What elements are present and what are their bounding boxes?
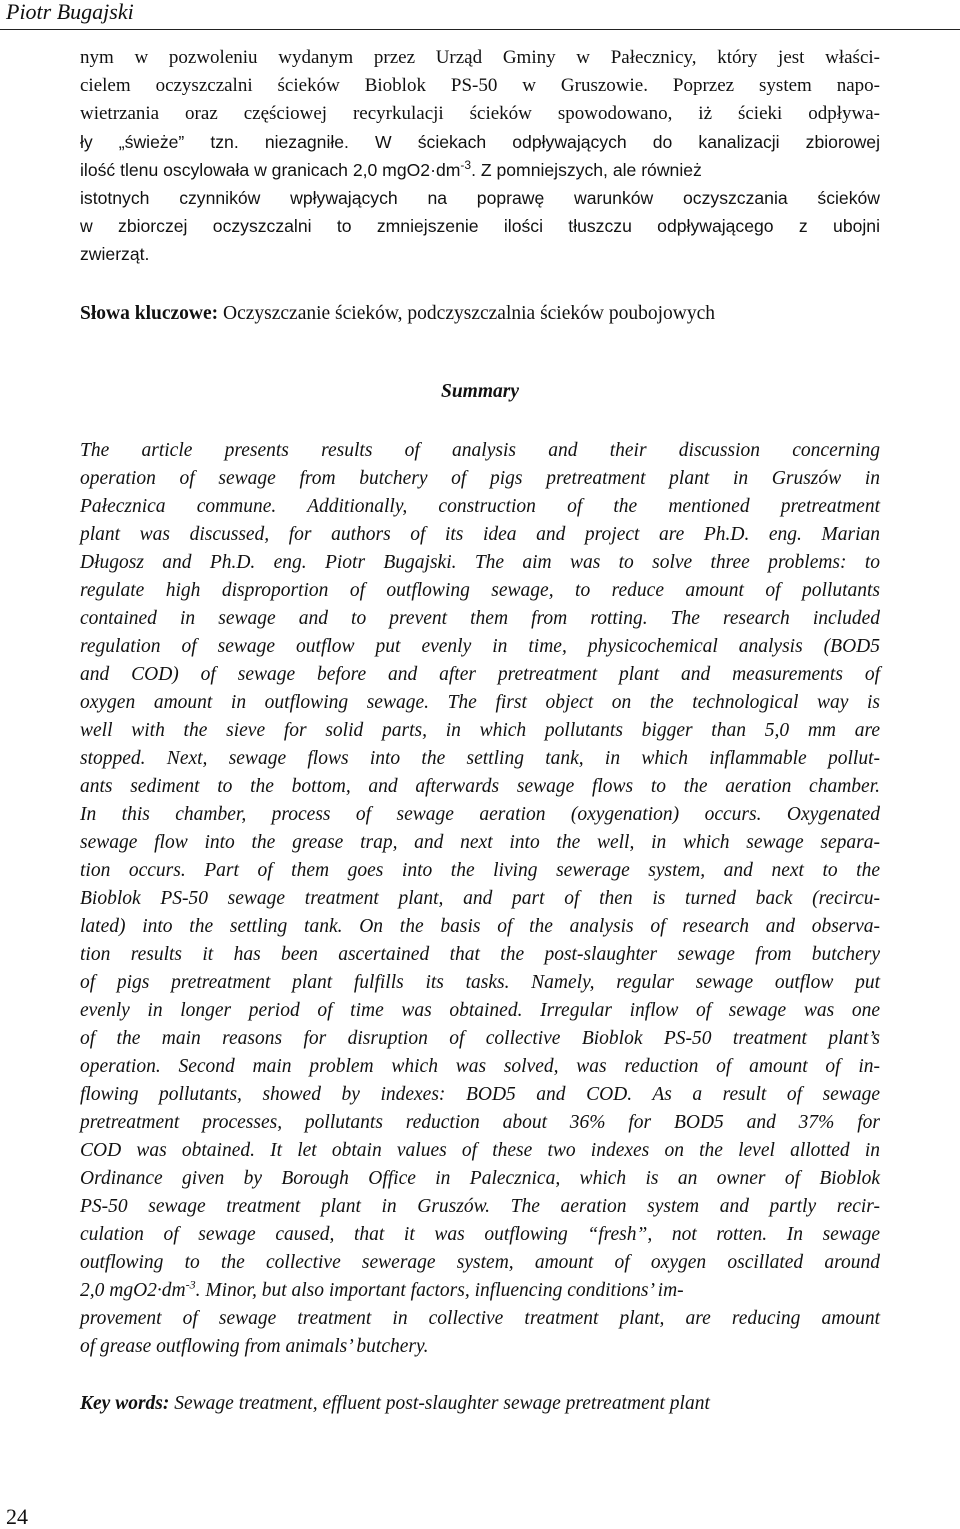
summary-text: . Minor, but also important factors, influencing conditions’ im- bbox=[195, 1280, 684, 1301]
exponent: -3 bbox=[185, 1277, 196, 1292]
exponent: -3 bbox=[460, 158, 472, 173]
summary-line: flowing pollutants, showed by indexes: BOD5 and COD. As a result of sewage bbox=[80, 1084, 880, 1105]
polish-abstract-line: zwierząt. bbox=[80, 244, 150, 264]
summary-line: plant was discussed, for authors of its idea and project are Ph.D. eng. Marian bbox=[80, 524, 880, 545]
polish-abstract-line: istotnych czynników wpływających na poprawę warunków oczyszczania ścieków bbox=[80, 188, 880, 208]
summary-line: tion results it has been ascertained that the post-slaughter sewage from butchery bbox=[80, 944, 880, 965]
polish-abstract-line-with-exponent bbox=[80, 156, 880, 184]
polish-keywords-text: Oczyszczanie ścieków, podczyszczalnia ścieków poubojowych bbox=[218, 303, 715, 324]
summary-line: regulate high disproportion of outflowing sewage, to reduce amount of pollutants bbox=[80, 580, 880, 601]
summary-line: pretreatment processes, pollutants reduction about 36% for BOD5 and 37% for bbox=[80, 1112, 880, 1133]
summary-line: outflowing to the collective sewerage system, amount of oxygen oscillated around bbox=[80, 1252, 880, 1273]
polish-abstract-line: cielem oczyszczalni ścieków Bioblok PS-50 w Gruszowie. Poprzez system napo- bbox=[80, 75, 880, 96]
summary-line-with-exponent bbox=[80, 1277, 880, 1305]
polish-abstract-line: wietrzania oraz częściowej recyrkulacji ścieków spowodowano, iż ścieki odpływa- bbox=[80, 103, 880, 124]
header-rule bbox=[0, 29, 960, 30]
summary-line: well with the sieve for solid parts, in which pollutants bigger than 5,0 mm are bbox=[80, 720, 880, 741]
summary-line: Pałecznica commune. Additionally, construction of the mentioned pretreatment bbox=[80, 496, 880, 517]
summary-line: provement of sewage treatment in collective treatment plant, are reducing amount bbox=[80, 1308, 880, 1329]
polish-abstract-line: ły „świeże” tzn. niezagniłe. W ściekach odpływających do kanalizacji zbiorowej bbox=[80, 132, 880, 152]
summary-line: of the main reasons for disruption of collective Bioblok PS-50 treatment plant’s bbox=[80, 1028, 880, 1049]
summary-line: operation of sewage from butchery of pigs pretreatment plant in Gruszów in bbox=[80, 468, 880, 489]
summary-line: stopped. Next, sewage flows into the settling tank, in which inflammable pollut- bbox=[80, 748, 880, 769]
polish-abstract-text: . Z pomniejszych, ale również bbox=[471, 160, 702, 180]
summary-line: Długosz and Ph.D. eng. Piotr Bugajski. The aim was to solve three problems: to bbox=[80, 552, 880, 573]
polish-abstract-line: w zbiorczej oczyszczalni to zmniejszenie ilości tłuszczu odpływającego z ubojni bbox=[80, 216, 880, 236]
summary-text: 2,0 mgO2·dm bbox=[80, 1280, 186, 1301]
summary-line: Ordinance given by Borough Office in Palecznica, which is an owner of Bioblok bbox=[80, 1168, 880, 1189]
summary-line: evenly in longer period of time was obtained. Irregular inflow of sewage was one bbox=[80, 1000, 880, 1021]
polish-abstract-line: nym w pozwoleniu wydanym przez Urząd Gminy w Pałecznicy, który jest właści- bbox=[80, 47, 880, 68]
polish-keywords-label: Słowa kluczowe: bbox=[80, 303, 219, 324]
english-keywords-label: Key words: bbox=[80, 1393, 170, 1414]
summary-line: culation of sewage caused, that it was outflowing “fresh”, not rotten. In sewage bbox=[80, 1224, 880, 1245]
summary-line: oxygen amount in outflowing sewage. The first object on the technological way is bbox=[80, 692, 880, 713]
running-head-author: Piotr Bugajski bbox=[6, 0, 134, 24]
summary-line: ants sediment to the bottom, and afterwards sewage flows to the aeration chamber. bbox=[80, 776, 880, 797]
summary-line: regulation of sewage outflow put evenly in time, physicochemical analysis (BOD5 bbox=[80, 636, 880, 657]
summary-line: and COD) of sewage before and after pretreatment plant and measurements of bbox=[80, 664, 880, 685]
summary-line: PS-50 sewage treatment plant in Gruszów. The aeration system and partly recir- bbox=[80, 1196, 880, 1217]
summary-heading: Summary bbox=[440, 381, 520, 402]
summary-line: operation. Second main problem which was solved, was reduction of amount of in- bbox=[80, 1056, 880, 1077]
summary-line: lated) into the settling tank. On the basis of the analysis of research and observa- bbox=[80, 916, 880, 937]
summary-line: contained in sewage and to prevent them from rotting. The research included bbox=[80, 608, 880, 629]
summary-line: of grease outflowing from animals’ butchery. bbox=[80, 1336, 429, 1357]
summary-line: The article presents results of analysis and their discussion concerning bbox=[80, 440, 880, 461]
polish-keywords bbox=[80, 300, 880, 328]
page-number: 24 bbox=[6, 1504, 28, 1529]
polish-abstract-text: ilość tlenu oscylowała w granicach 2,0 mgO2·dm bbox=[80, 160, 461, 180]
english-keywords-text: Sewage treatment, effluent post-slaughter sewage pretreatment plant bbox=[169, 1393, 710, 1414]
english-keywords bbox=[80, 1390, 880, 1418]
summary-line: Bioblok PS-50 sewage treatment plant, and part of then is turned back (recircu- bbox=[80, 888, 880, 909]
summary-line: of pigs pretreatment plant fulfills its tasks. Namely, regular sewage outflow put bbox=[80, 972, 880, 993]
summary-line: In this chamber, process of sewage aeration (oxygenation) occurs. Oxygenated bbox=[80, 804, 880, 825]
summary-line: tion occurs. Part of them goes into the living sewerage system, and next to the bbox=[80, 860, 880, 881]
summary-line: sewage flow into the grease trap, and next into the well, in which sewage separa- bbox=[80, 832, 880, 853]
summary-line: COD was obtained. It let obtain values of these two indexes on the level allotted in bbox=[80, 1140, 880, 1161]
